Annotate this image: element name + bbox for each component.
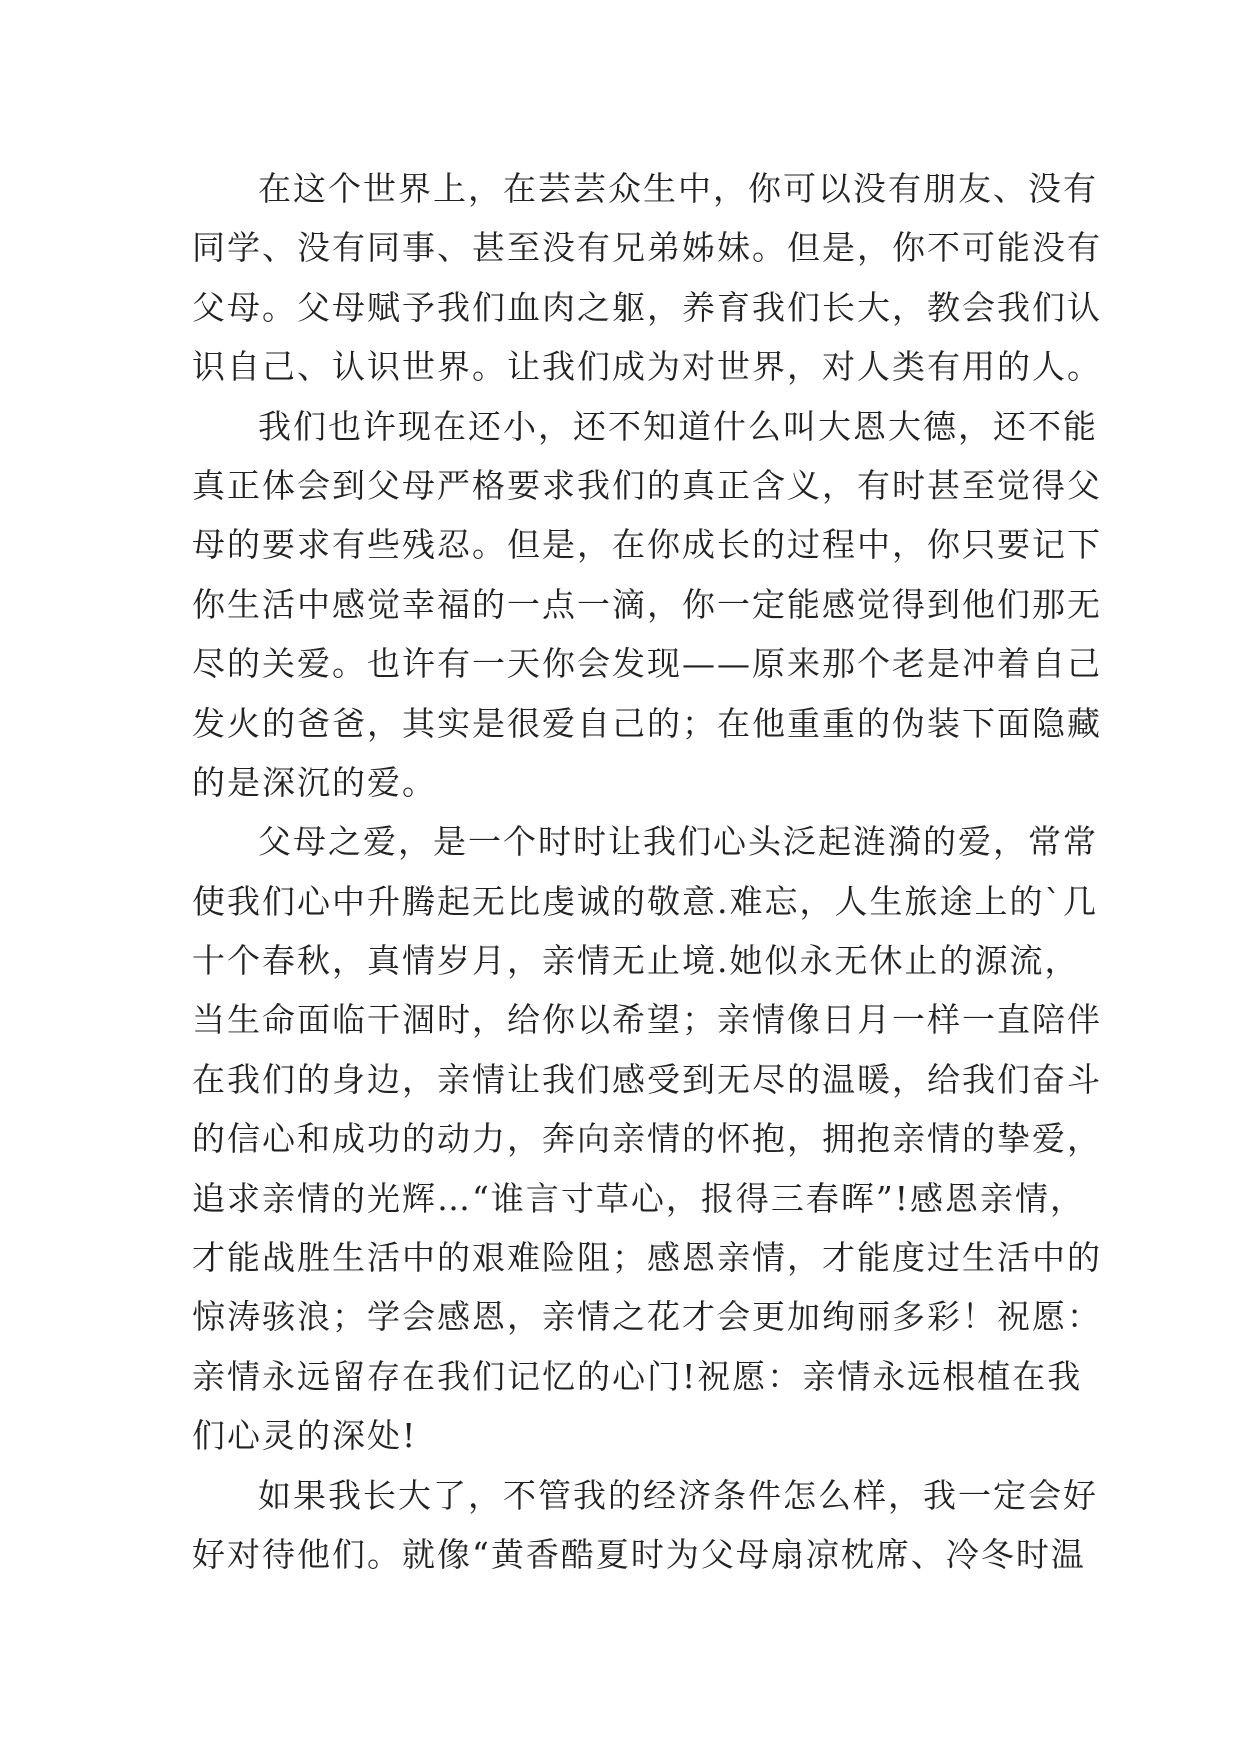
text-line: 父母之爱，是一个时时让我们心头泛起涟漪的爱，常常 [258, 822, 1098, 862]
text-line: 同学、没有同事、甚至没有兄弟姊妹。但是，你不可能没有 [192, 228, 1102, 268]
text-line: 尽的关爱。也许有一天你会发现——原来那个老是冲着自己 [192, 644, 1102, 684]
text-line: 使我们心中升腾起无比虔诚的敬意.难忘，人生旅途上的`几 [192, 881, 1098, 921]
text-line: 的是深沉的爱。 [192, 762, 437, 802]
paragraph-3 [192, 812, 1102, 1465]
text-line: 母的要求有些残忍。但是，在你成长的过程中，你只要记下 [192, 525, 1102, 565]
text-line: 才能战胜生活中的艰难险阻；感恩亲情，才能度过生活中的 [192, 1238, 1102, 1278]
text-line: 在我们的身边，亲情让我们感受到无尽的温暖，给我们奋斗 [192, 1059, 1102, 1099]
text-line: 的信心和成功的动力，奔向亲情的怀抱，拥抱亲情的挚爱， [192, 1119, 1102, 1159]
text-line: 你生活中感觉幸福的一点一滴，你一定能感觉得到他们那无 [192, 584, 1102, 624]
document-body [192, 159, 1102, 1584]
text-line: 惊涛骇浪；学会感恩，亲情之花才会更加绚丽多彩！祝愿： [192, 1297, 1102, 1337]
text-line: 追求亲情的光辉…“谁言寸草心，报得三春晖”!感恩亲情， [192, 1178, 1086, 1218]
text-line: 好对待他们。就像“黄香酷夏时为父母扇凉枕席、冷冬时温 [192, 1534, 1086, 1574]
paragraph-4 [192, 1466, 1098, 1585]
text-line: 发火的爸爸，其实是很爱自己的；在他重重的伪装下面隐藏 [192, 703, 1102, 743]
text-line: 如果我长大了，不管我的经济条件怎么样，我一定会好 [258, 1475, 1098, 1515]
text-line: 十个春秋，真情岁月，亲情无止境.她似永无休止的源流， [192, 941, 1080, 981]
text-line: 亲情永远留存在我们记忆的心门!祝愿：亲情永远根植在我 [192, 1356, 1083, 1396]
text-line: 识自己、认识世界。让我们成为对世界，对人类有用的人。 [192, 347, 1102, 387]
text-line: 在这个世界上，在芸芸众生中，你可以没有朋友、没有 [258, 169, 1098, 208]
text-line: 当生命面临干涸时，给你以希望；亲情像日月一样一直陪伴 [192, 1000, 1102, 1040]
text-line: 我们也许现在还小，还不知道什么叫大恩大德，还不能 [258, 406, 1098, 446]
text-line: 父母。父母赋予我们血肉之躯，养育我们长大，教会我们认 [192, 287, 1102, 327]
paragraph-1 [192, 159, 1102, 397]
text-line: 们心灵的深处! [192, 1416, 418, 1456]
text-line: 真正体会到父母严格要求我们的真正含义，有时甚至觉得父 [192, 465, 1102, 505]
paragraph-2 [192, 397, 1102, 813]
